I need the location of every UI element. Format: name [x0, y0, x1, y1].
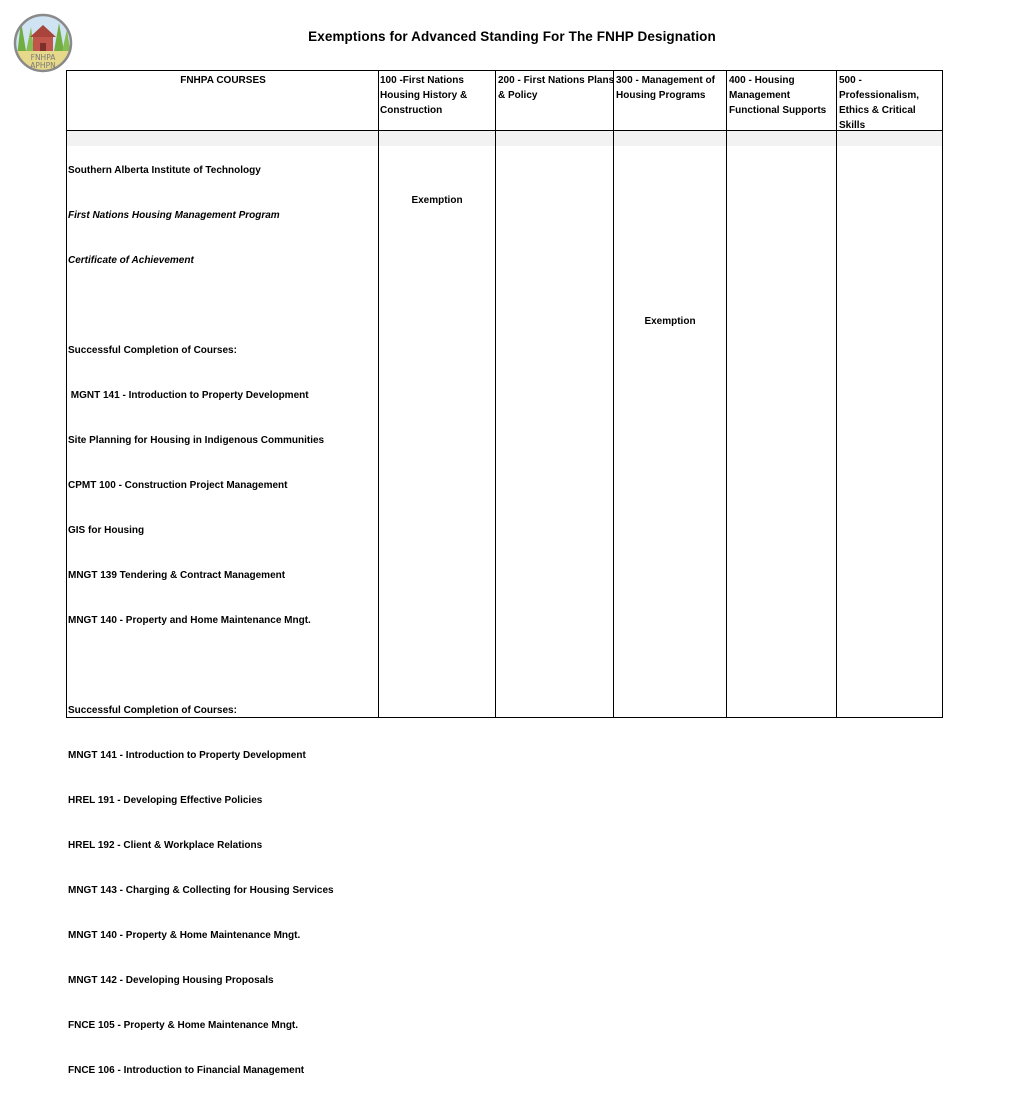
column-header-100: 100 -First Nations Housing History & Construction — [380, 75, 468, 116]
exemptions-table — [66, 70, 943, 1076]
credential-name: Certificate of Achievement — [68, 255, 194, 266]
course-item: MGNT 141 - Introduction to Property Development — [68, 390, 309, 401]
course-item: Site Planning for Housing in Indigenous Communities — [68, 435, 325, 446]
exemption-300: Exemption — [644, 316, 696, 327]
column-header-fnhpa-courses: FNHPA COURSES — [180, 75, 266, 86]
group-heading: Successful Completion of Courses: — [68, 705, 237, 716]
course-item: CPMT 100 - Construction Project Management — [68, 480, 288, 491]
column-divider — [726, 71, 727, 717]
spacer — [68, 658, 334, 673]
spacer — [68, 298, 334, 313]
course-item: MNGT 139 Tendering & Contract Management — [68, 570, 286, 581]
course-item: MNGT 143 - Charging & Collecting for Housing Services — [68, 885, 334, 896]
course-item: FNCE 105 - Property & Home Maintenance Mngt. — [68, 1020, 299, 1031]
column-header-500: 500 - Professionalism, Ethics & Critical Skills — [839, 75, 920, 131]
column-divider — [495, 71, 496, 717]
program-name: First Nations Housing Management Program — [68, 210, 280, 221]
column-divider — [836, 71, 837, 717]
course-item: MNGT 140 - Property and Home Maintenance Mngt. — [68, 615, 311, 626]
course-listing — [68, 133, 334, 1108]
column-header-200: 200 - First Nations Plans & Policy — [498, 75, 615, 101]
svg-text:FNHPA: FNHPA — [30, 53, 56, 62]
course-item: GIS for Housing — [68, 525, 145, 536]
column-divider — [378, 71, 379, 717]
course-item: FNCE 106 - Introduction to Financial Management — [68, 1065, 305, 1076]
column-header-400: 400 - Housing Management Functional Supports — [729, 75, 827, 116]
course-item: MNGT 140 - Property & Home Maintenance Mngt. — [68, 930, 301, 941]
svg-text:APHPN: APHPN — [30, 61, 56, 70]
course-item: MNGT 141 - Introduction to Property Development — [68, 750, 306, 761]
course-item: HREL 191 - Developing Effective Policies — [68, 795, 263, 806]
exemption-100: Exemption — [411, 195, 463, 206]
column-header-300: 300 - Management of Housing Programs — [616, 75, 715, 101]
column-divider — [613, 71, 614, 717]
course-item: MNGT 142 - Developing Housing Proposals — [68, 975, 274, 986]
header-divider — [67, 130, 942, 131]
institution-name: Southern Alberta Institute of Technology — [68, 165, 261, 176]
group-heading: Successful Completion of Courses: — [68, 345, 237, 356]
page-title: Exemptions for Advanced Standing For The FNHP Designation — [308, 29, 716, 44]
course-item: HREL 192 - Client & Workplace Relations — [68, 840, 263, 851]
